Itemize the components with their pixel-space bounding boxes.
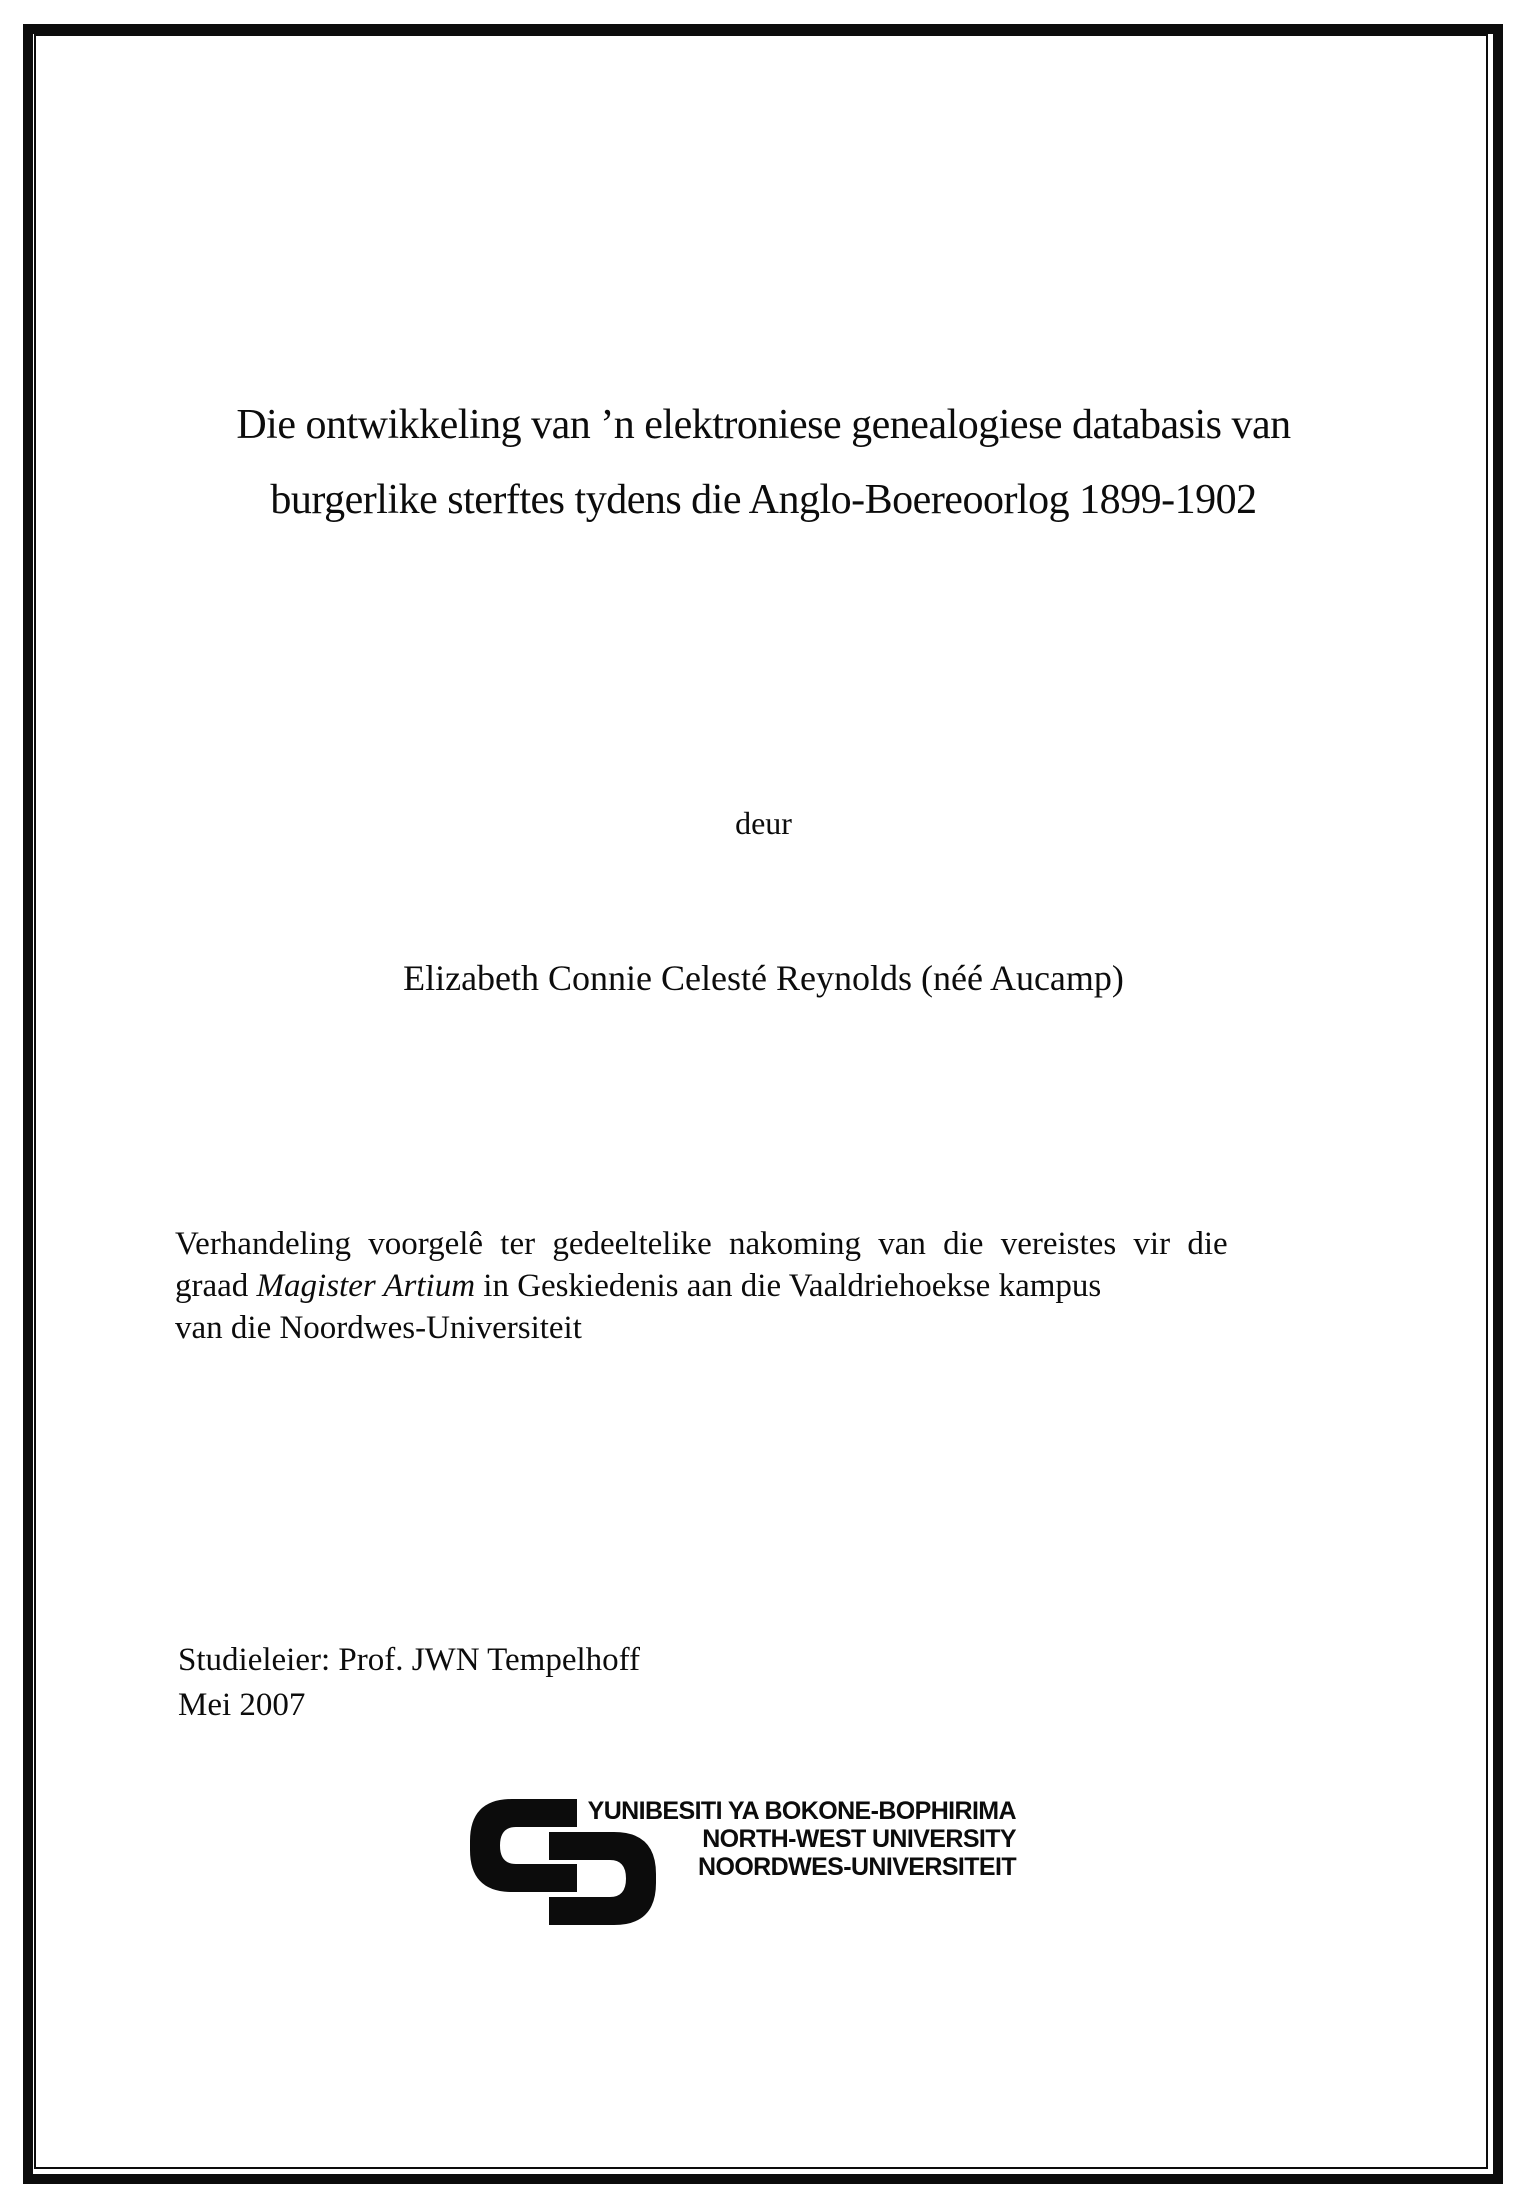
degree-name-italic: Magister Artium [256, 1268, 476, 1304]
thesis-title-line-2: burgerlike sterftes tydens die Anglo-Boereoorlog 1899-1902 [270, 477, 1257, 523]
university-logo-text-line-3: NOORDWES-UNIVERSITEIT [698, 1853, 1016, 1881]
university-logo-text-line-1: YUNIBESITI YA BOKONE-BOPHIRIMA [587, 1797, 1016, 1825]
degree-statement-line-3: van die Noordwes-Universiteit [175, 1310, 582, 1346]
date-line: Mei 2007 [178, 1687, 306, 1723]
university-logo-text [576, 1797, 1016, 1881]
degree-statement-line-2 [175, 1265, 1360, 1307]
thesis-title [0, 388, 1527, 538]
author-name: Elizabeth Connie Celesté Reynolds (néé Aucamp) [403, 958, 1124, 998]
university-logo-text-line-2: NORTH-WEST UNIVERSITY [702, 1825, 1016, 1853]
degree-statement [175, 1223, 1360, 1349]
supervisor-block [178, 1638, 640, 1728]
degree-statement-line-2-post: in Geskiedenis aan die Vaaldriehoekse kampus [475, 1268, 1102, 1304]
degree-statement-line-1: Verhandeling voorgelê ter gedeeltelike nakoming van die vereistes vir die [175, 1226, 1228, 1262]
thesis-title-line-1: Die ontwikkeling van ’n elektroniese genealogiese databasis van [236, 402, 1291, 448]
supervisor-line: Studieleier: Prof. JWN Tempelhoff [178, 1642, 641, 1678]
degree-statement-line-2-pre: graad [175, 1268, 257, 1304]
byline-deur: deur [735, 805, 792, 841]
